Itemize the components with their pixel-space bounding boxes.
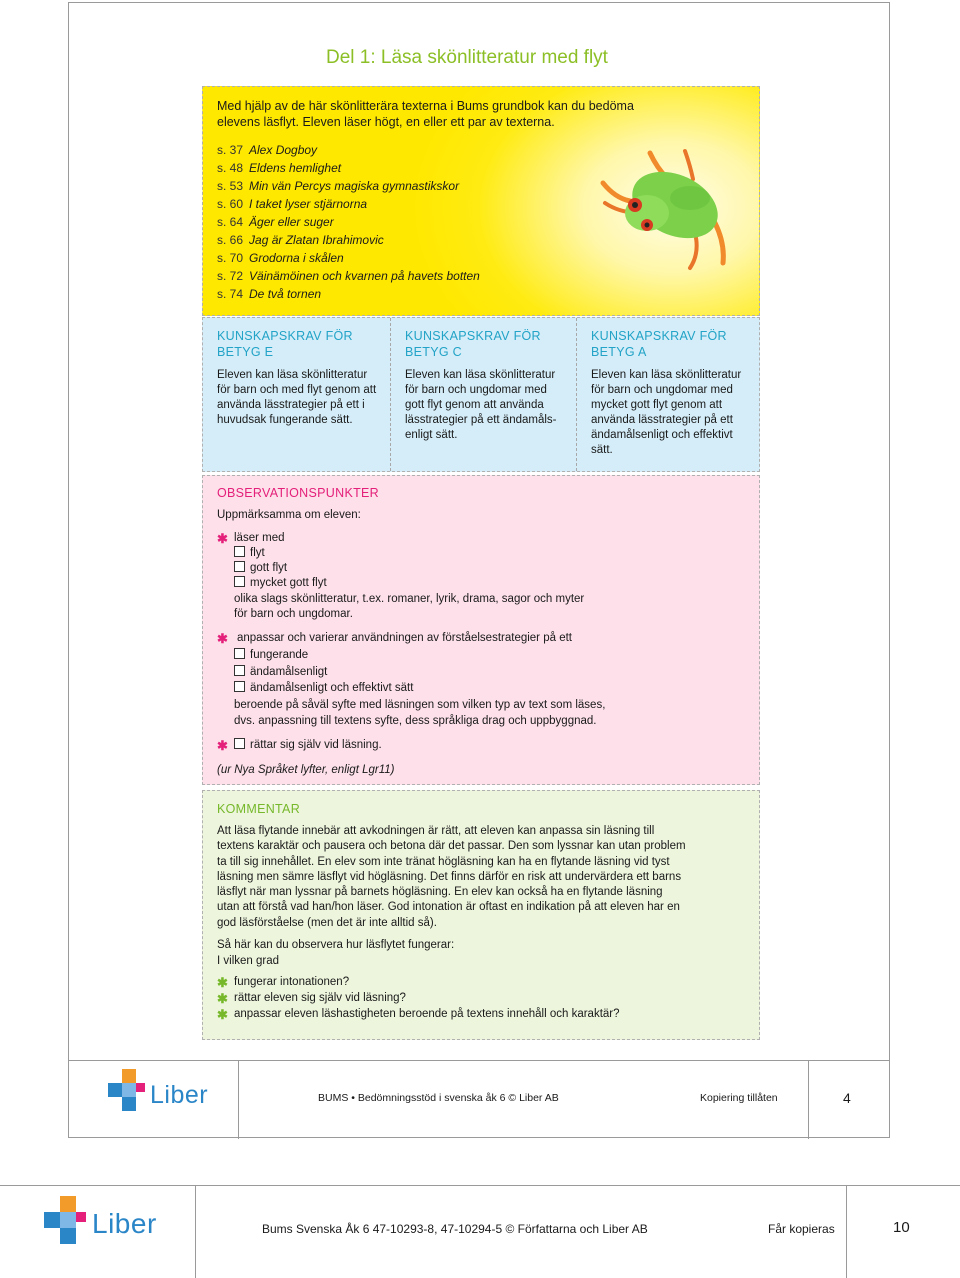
checkbox-option[interactable]: mycket gott flyt — [234, 576, 327, 591]
comment-text: Att läsa flytande innebär att avkodningen är rätt, att eleven kan anpassa sin läsning till textens karaktär och pausera och betona där det passar. Den som lyssnar kan utan problem ta till sig innehållet. En elev som inte tränat högläsning kan ha en flytande läsning vid tyst läsning men sämre läsflyt vid högläsning. Det finns därför en risk att undervärdera ett barns läsflyt när man lyssnar på barnets högläsning. En elev kan också ha en flytande läsning utan att förstå vad han/hon läser. God intonation är oftast en indikation på att eleven har en god läsförståelse (men det är inte alltid så). — [217, 825, 686, 929]
frog-illustration — [595, 143, 745, 273]
asterisk-icon: ✱ — [217, 531, 228, 546]
source-note: (ur Nya Språket lyfter, enligt Lgr11) — [217, 764, 395, 776]
checkbox-icon[interactable] — [234, 546, 245, 557]
comment-question-lead: I vilken grad — [217, 955, 280, 967]
page-footer — [68, 1060, 890, 1139]
list-item: anpassar eleven läshastigheten beroende på textens innehåll och karaktär? — [234, 1008, 620, 1020]
checkbox-icon[interactable] — [234, 665, 245, 676]
observation-heading: OBSERVATIONSPUNKTER — [217, 486, 379, 500]
copy-note: Får kopieras — [768, 1222, 835, 1236]
observation-text: för barn och ungdomar. — [234, 608, 353, 620]
observation-text: beroende på såväl syfte med läsningen som vilken typ av text som läses, — [234, 699, 606, 711]
criteria-grade-a — [576, 318, 759, 471]
criteria-heading: KUNSKAPSKRAV FÖR BETYG E — [217, 329, 353, 359]
asterisk-icon: ✱ — [217, 975, 228, 990]
page-title: Del 1: Läsa skönlitteratur med flyt — [326, 47, 608, 68]
list-item: s. 74 De två tornen — [217, 287, 322, 301]
page-number: 4 — [843, 1090, 851, 1106]
checkbox-icon[interactable] — [234, 681, 245, 692]
copy-note: Kopiering tillåten — [700, 1092, 778, 1104]
criteria-heading: KUNSKAPSKRAV FÖR BETYG C — [405, 329, 541, 359]
page-number: 10 — [893, 1219, 910, 1236]
list-item: s. 37 Alex Dogboy — [217, 143, 318, 157]
list-item: s. 53 Min vän Percys magiska gymnastikskor — [217, 179, 460, 193]
comment-question-lead: Så här kan du observera hur läsflytet fungerar: — [217, 939, 455, 951]
text-list-box — [202, 86, 760, 316]
list-item: fungerar intonationen? — [234, 976, 350, 988]
text-list — [217, 141, 480, 303]
criteria-text: Eleven kan läsa skönlitteratur för barn och med flyt genom att använda lässtrategier på ett i huvudsak fungerande sätt. — [217, 369, 377, 426]
asterisk-icon: ✱ — [217, 738, 228, 753]
observation-point-2: anpassar och varierar användningen av förståelsestrategier på ett — [237, 632, 572, 644]
comment-heading: KOMMENTAR — [217, 802, 301, 816]
list-item: s. 60 I taket lyser stjärnorna — [217, 197, 368, 211]
checkbox-option[interactable]: fungerande — [234, 648, 308, 663]
observation-text: dvs. anpassning till textens syfte, dess språkliga drag och uppbyggnad. — [234, 715, 597, 727]
asterisk-icon: ✱ — [217, 1007, 228, 1022]
criteria-heading: KUNSKAPSKRAV FÖR BETYG A — [591, 329, 727, 359]
footer-text: BUMS • Bedömningsstöd i svenska åk 6 © Liber AB — [318, 1092, 559, 1104]
criteria-grade-c — [390, 318, 576, 471]
list-item: rättar eleven sig själv vid läsning? — [234, 992, 406, 1004]
checkbox-option[interactable]: ändamålsenligt — [234, 665, 327, 680]
checkbox-icon[interactable] — [234, 738, 245, 749]
checkbox-icon[interactable] — [234, 576, 245, 587]
criteria-grade-e — [203, 318, 390, 471]
liber-logo-icon — [108, 1069, 148, 1111]
liber-logo-text: Liber — [92, 1208, 157, 1239]
asterisk-icon: ✱ — [217, 631, 228, 646]
checkbox-icon[interactable] — [234, 561, 245, 572]
observation-point-1: läser med — [234, 532, 285, 544]
criteria-box — [202, 317, 760, 472]
footer-text: Bums Svenska Åk 6 47-10293-8, 47-10294-5 © Författarna och Liber AB — [262, 1222, 648, 1236]
checkbox-option[interactable]: ändamålsenligt och effektivt sätt — [234, 681, 413, 696]
checkbox-option[interactable]: gott flyt — [234, 561, 287, 576]
list-item: s. 48 Eldens hemlighet — [217, 161, 342, 175]
liber-logo-icon — [44, 1196, 89, 1244]
comment-box — [202, 790, 760, 1040]
observation-lead: Uppmärksamma om eleven: — [217, 509, 361, 521]
intro-text: Med hjälp av de här skönlitterära texterna i Bums grundbok kan du bedöma elevens läsflyt. Eleven läser högt, en eller ett par av texterna. — [217, 99, 634, 129]
criteria-text: Eleven kan läsa skönlitteratur för barn och ungdomar med mycket gott flyt genom att använda lässtrategier på ett ändamålsenligt och effektivt sätt. — [591, 369, 742, 456]
checkbox-option[interactable]: flyt — [234, 546, 265, 561]
liber-logo-text: Liber — [150, 1081, 209, 1109]
criteria-text: Eleven kan läsa skönlitteratur för barn och ungdomar med gott flyt genom att använda lässtrategier på ett ändamåls-enligt sätt. — [405, 369, 557, 441]
list-item: s. 64 Äger eller suger — [217, 215, 334, 229]
document-footer — [0, 1185, 960, 1278]
observation-text: olika slags skönlitteratur, t.ex. romaner, lyrik, drama, sagor och myter — [234, 593, 585, 605]
asterisk-icon: ✱ — [217, 991, 228, 1006]
checkbox-option[interactable]: rättar sig själv vid läsning. — [234, 738, 382, 753]
observation-box — [202, 475, 760, 785]
checkbox-icon[interactable] — [234, 648, 245, 659]
list-item: s. 66 Jag är Zlatan Ibrahimovic — [217, 233, 384, 247]
list-item: s. 70 Grodorna i skålen — [217, 251, 344, 265]
list-item: s. 72 Väinämöinen och kvarnen på havets botten — [217, 269, 480, 283]
